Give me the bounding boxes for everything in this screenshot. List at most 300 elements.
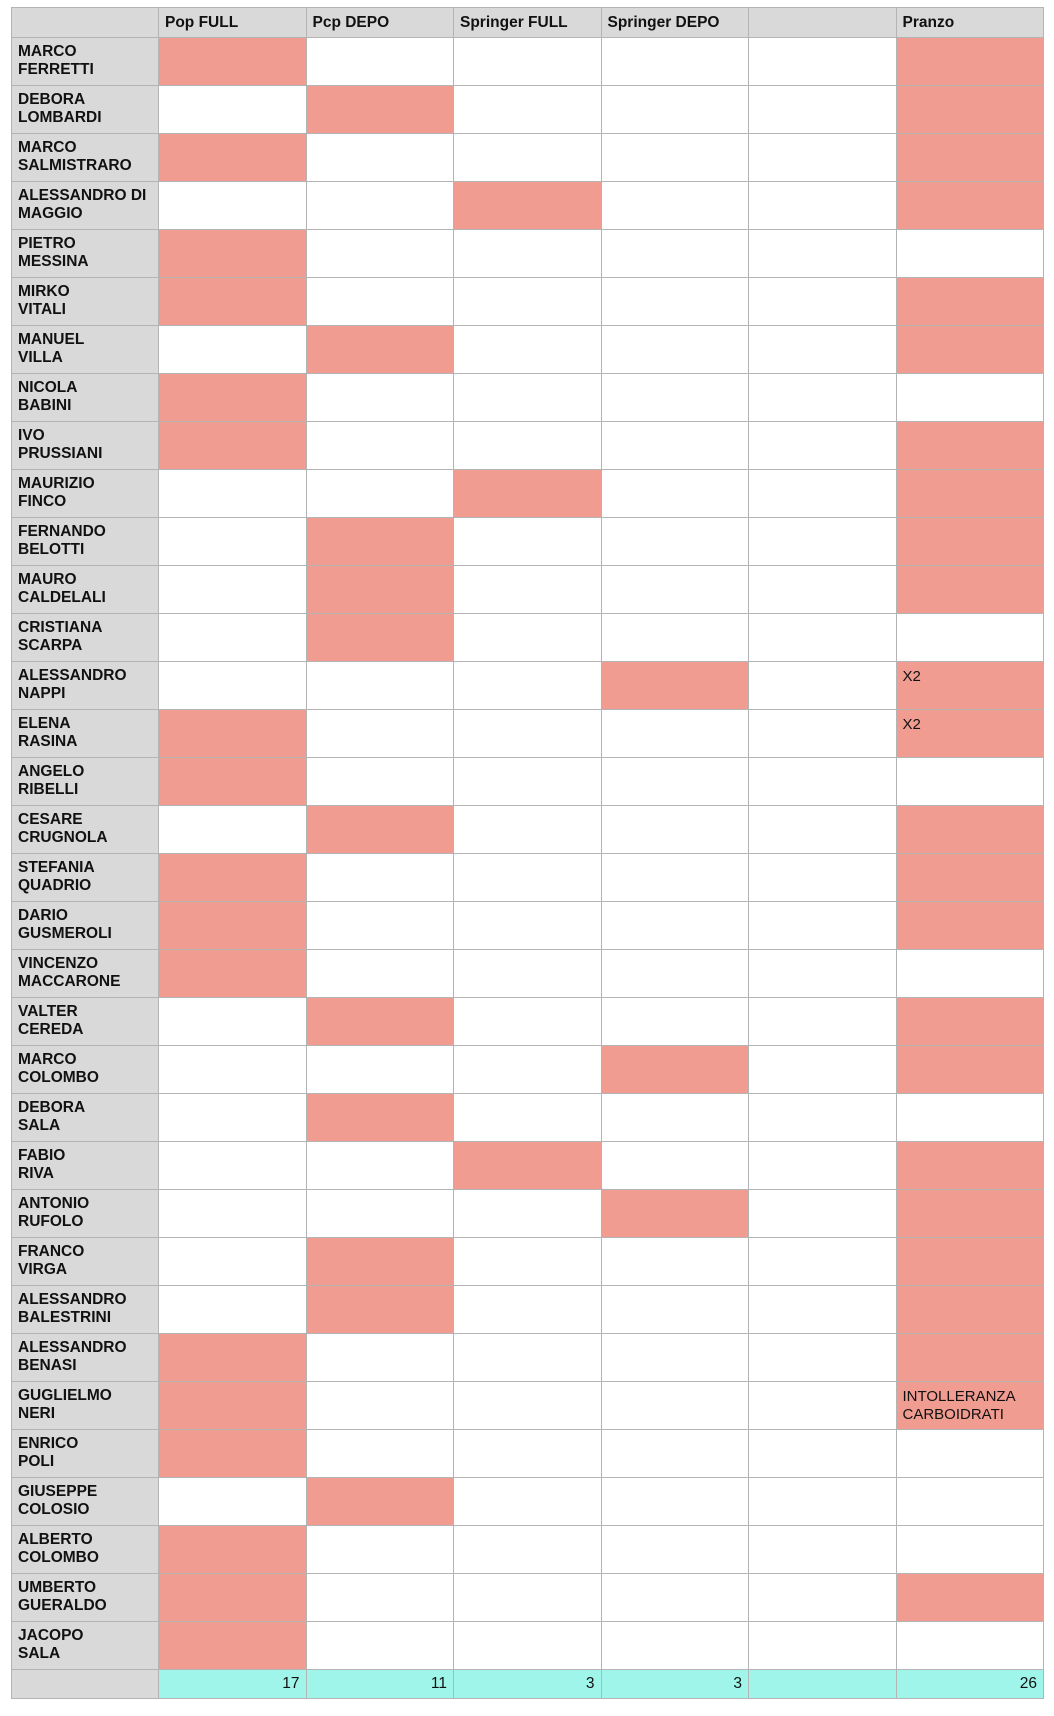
first-name: VALTER [18,1003,78,1020]
row-name-cell[interactable] [12,518,159,566]
cell-springer-depo[interactable] [601,614,749,662]
cell-springer-full[interactable] [454,854,602,902]
cell-blank[interactable] [749,614,897,662]
cell-pranzo[interactable] [896,230,1044,278]
cell-pop-full[interactable] [159,1382,307,1430]
row-name-cell[interactable] [12,1334,159,1382]
cell-springer-depo[interactable] [601,1478,749,1526]
row-name-cell[interactable] [12,1622,159,1670]
cell-springer-depo[interactable] [601,566,749,614]
cell-blank[interactable] [749,1238,897,1286]
last-name: BENASI [18,1357,77,1374]
cell-springer-full[interactable] [454,662,602,710]
cell-pop-full[interactable] [159,1622,307,1670]
cell-pop-full[interactable] [159,374,307,422]
spreadsheet-table [11,7,1044,1699]
cell-springer-full[interactable] [454,566,602,614]
cell-pop-full[interactable] [159,1526,307,1574]
cell-springer-depo[interactable] [601,1094,749,1142]
totals-row-group [12,1670,1044,1699]
cell-pranzo[interactable] [896,1286,1044,1334]
total-pranzo[interactable]: 26 [896,1670,1044,1699]
cell-springer-full[interactable] [454,1526,602,1574]
cell-springer-full[interactable] [454,278,602,326]
row-name-cell[interactable] [12,1478,159,1526]
header-cell-pop-full[interactable]: Pop FULL [159,8,307,38]
cell-springer-depo[interactable] [601,710,749,758]
cell-springer-depo[interactable] [601,374,749,422]
cell-pranzo[interactable] [896,278,1044,326]
cell-springer-depo[interactable] [601,470,749,518]
cell-pcp-depo[interactable] [306,470,454,518]
cell-pop-full[interactable] [159,230,307,278]
row-name-cell[interactable] [12,902,159,950]
last-name: MESSINA [18,253,89,270]
header-cell-blank[interactable] [749,8,897,38]
last-name: QUADRIO [18,877,92,894]
cell-pranzo[interactable] [896,470,1044,518]
cell-pcp-depo[interactable] [306,902,454,950]
cell-springer-full[interactable] [454,1430,602,1478]
cell-blank[interactable] [749,86,897,134]
last-name: SCARPA [18,637,83,654]
table-row [12,854,1044,902]
cell-pranzo[interactable] [896,1190,1044,1238]
row-name-cell[interactable] [12,326,159,374]
cell-pranzo[interactable] [896,1334,1044,1382]
first-name: MIRKO [18,283,70,300]
cell-pranzo[interactable] [896,1622,1044,1670]
row-name-cell[interactable] [12,998,159,1046]
cell-pop-full[interactable] [159,1190,307,1238]
first-name: PIETRO [18,235,76,252]
cell-pcp-depo[interactable] [306,662,454,710]
first-name: MARCO [18,139,77,156]
row-name-cell[interactable] [12,1430,159,1478]
cell-pcp-depo[interactable] [306,1190,454,1238]
cell-pop-full[interactable] [159,1430,307,1478]
cell-springer-depo[interactable] [601,950,749,998]
row-name-cell[interactable] [12,1286,159,1334]
row-name-cell[interactable] [12,566,159,614]
row-name-cell[interactable] [12,38,159,86]
row-name-cell[interactable] [12,134,159,182]
row-name-cell[interactable] [12,86,159,134]
cell-pranzo[interactable] [896,758,1044,806]
cell-springer-full[interactable] [454,518,602,566]
row-name-cell[interactable] [12,950,159,998]
header-cell-pcp-depo[interactable]: Pcp DEPO [306,8,454,38]
cell-pranzo[interactable] [896,182,1044,230]
row-name-cell[interactable] [12,1238,159,1286]
cell-pcp-depo[interactable] [306,806,454,854]
cell-pcp-depo[interactable] [306,1574,454,1622]
cell-pranzo[interactable] [896,902,1044,950]
cell-pcp-depo[interactable] [306,1238,454,1286]
row-name-cell[interactable] [12,278,159,326]
cell-pcp-depo[interactable] [306,758,454,806]
cell-springer-full[interactable] [454,326,602,374]
cell-pop-full[interactable] [159,182,307,230]
cell-blank[interactable] [749,278,897,326]
cell-pranzo[interactable] [896,1094,1044,1142]
cell-springer-depo[interactable] [601,134,749,182]
cell-springer-full[interactable] [454,470,602,518]
first-name: ANTONIO [18,1195,90,1212]
cell-springer-full[interactable] [454,134,602,182]
cell-pop-full[interactable] [159,806,307,854]
cell-blank[interactable] [749,998,897,1046]
row-name-cell[interactable] [12,662,159,710]
cell-pcp-depo[interactable] [306,230,454,278]
cell-springer-depo[interactable] [601,662,749,710]
row-name-cell[interactable] [12,1574,159,1622]
cell-blank[interactable] [749,518,897,566]
cell-springer-full[interactable] [454,230,602,278]
cell-blank[interactable] [749,1142,897,1190]
cell-pranzo[interactable] [896,806,1044,854]
cell-blank[interactable] [749,1190,897,1238]
table-row [12,1142,1044,1190]
last-name: FINCO [18,493,67,510]
cell-pranzo[interactable] [896,374,1044,422]
header-row-group [12,8,1044,38]
cell-blank[interactable] [749,230,897,278]
cell-blank[interactable] [749,1574,897,1622]
cell-springer-full[interactable] [454,374,602,422]
row-name-cell[interactable] [12,1094,159,1142]
row-name-cell[interactable] [12,374,159,422]
cell-springer-full[interactable] [454,1142,602,1190]
last-name: MAGGIO [18,205,83,222]
cell-springer-full[interactable] [454,1286,602,1334]
cell-springer-depo[interactable] [601,902,749,950]
cell-pcp-depo[interactable] [306,1334,454,1382]
cell-pcp-depo[interactable] [306,614,454,662]
table-row [12,662,1044,710]
cell-springer-full[interactable] [454,86,602,134]
cell-blank[interactable] [749,758,897,806]
cell-pranzo[interactable] [896,1478,1044,1526]
row-name-cell[interactable] [12,854,159,902]
cell-pop-full[interactable] [159,470,307,518]
cell-blank[interactable] [749,182,897,230]
cell-blank[interactable] [749,38,897,86]
table-row [12,1622,1044,1670]
cell-springer-full[interactable] [454,1382,602,1430]
header-cell-springer-depo[interactable]: Springer DEPO [601,8,749,38]
last-name: BELOTTI [18,541,85,558]
cell-pcp-depo[interactable] [306,1046,454,1094]
first-name: ALESSANDRO [18,1339,127,1356]
cell-pranzo[interactable] [896,614,1044,662]
cell-pcp-depo[interactable] [306,566,454,614]
cell-springer-depo[interactable] [601,326,749,374]
cell-pranzo[interactable] [896,86,1044,134]
cell-pop-full[interactable] [159,86,307,134]
cell-blank[interactable] [749,662,897,710]
first-name: GIUSEPPE [18,1483,98,1500]
cell-pop-full[interactable] [159,758,307,806]
cell-pcp-depo[interactable] [306,1142,454,1190]
cell-springer-depo[interactable] [601,182,749,230]
cell-springer-full[interactable] [454,182,602,230]
last-name: MACCARONE [18,973,121,990]
cell-pop-full[interactable] [159,566,307,614]
cell-pcp-depo[interactable] [306,1382,454,1430]
cell-springer-depo[interactable] [601,1430,749,1478]
cell-springer-depo[interactable] [601,758,749,806]
last-name: PRUSSIANI [18,445,103,462]
cell-pop-full[interactable] [159,422,307,470]
cell-pop-full[interactable] [159,38,307,86]
cell-pop-full[interactable] [159,1238,307,1286]
cell-springer-full[interactable] [454,1574,602,1622]
cell-springer-depo[interactable] [601,86,749,134]
cell-pcp-depo[interactable] [306,278,454,326]
totals-row [12,1670,1044,1699]
cell-pop-full[interactable] [159,1478,307,1526]
cell-blank[interactable] [749,1046,897,1094]
row-name-cell[interactable] [12,1526,159,1574]
cell-springer-depo[interactable] [601,1622,749,1670]
cell-blank[interactable] [749,902,897,950]
cell-pcp-depo[interactable] [306,1526,454,1574]
last-name: BABINI [18,397,72,414]
cell-springer-full[interactable] [454,758,602,806]
cell-springer-depo[interactable] [601,1574,749,1622]
last-name: GUERALDO [18,1597,107,1614]
cell-pranzo[interactable] [896,422,1044,470]
cell-springer-depo[interactable] [601,806,749,854]
cell-blank[interactable] [749,1526,897,1574]
cell-springer-depo[interactable] [601,854,749,902]
cell-springer-depo[interactable] [601,278,749,326]
cell-pop-full[interactable] [159,998,307,1046]
cell-springer-depo[interactable] [601,230,749,278]
cell-pop-full[interactable] [159,134,307,182]
cell-springer-depo[interactable] [601,422,749,470]
first-name: FERNANDO [18,523,106,540]
row-name-cell[interactable] [12,470,159,518]
cell-pcp-depo[interactable] [306,854,454,902]
cell-blank[interactable] [749,1478,897,1526]
cell-pcp-depo[interactable] [306,86,454,134]
cell-pcp-depo[interactable] [306,1286,454,1334]
cell-blank[interactable] [749,1382,897,1430]
cell-pcp-depo[interactable] [306,998,454,1046]
row-name-cell[interactable] [12,806,159,854]
cell-springer-depo[interactable] [601,1046,749,1094]
row-name-cell[interactable] [12,1142,159,1190]
cell-pop-full[interactable] [159,1286,307,1334]
row-name-cell[interactable] [12,1382,159,1430]
last-name: COLOMBO [18,1069,99,1086]
cell-pop-full[interactable] [159,902,307,950]
first-name: DEBORA [18,1099,86,1116]
total-blank[interactable] [749,1670,897,1699]
cell-pcp-depo[interactable] [306,1622,454,1670]
table-row [12,566,1044,614]
cell-blank[interactable] [749,134,897,182]
cell-pop-full[interactable] [159,854,307,902]
cell-pop-full[interactable] [159,662,307,710]
cell-pcp-depo[interactable] [306,1478,454,1526]
cell-pcp-depo[interactable] [306,1094,454,1142]
table-row [12,614,1044,662]
cell-blank[interactable] [749,1286,897,1334]
cell-springer-full[interactable] [454,1094,602,1142]
cell-springer-depo[interactable] [601,1238,749,1286]
cell-pranzo[interactable] [896,134,1044,182]
cell-pranzo[interactable] [896,326,1044,374]
cell-pranzo[interactable] [896,1142,1044,1190]
cell-springer-full[interactable] [454,614,602,662]
cell-blank[interactable] [749,1430,897,1478]
cell-blank[interactable] [749,422,897,470]
header-cell-corner[interactable] [12,8,159,38]
table-row [12,1574,1044,1622]
cell-pcp-depo[interactable] [306,422,454,470]
table-row [12,758,1044,806]
first-name: MARCO [18,43,77,60]
cell-pop-full[interactable] [159,614,307,662]
row-name-cell[interactable] [12,758,159,806]
cell-pop-full[interactable] [159,278,307,326]
last-name: SALA [18,1117,61,1134]
cell-pcp-depo[interactable] [306,374,454,422]
cell-springer-full[interactable] [454,1190,602,1238]
cell-pcp-depo[interactable] [306,134,454,182]
cell-pranzo[interactable]: X2 [896,710,1044,758]
cell-pranzo[interactable] [896,1526,1044,1574]
cell-blank[interactable] [749,1622,897,1670]
cell-pop-full[interactable] [159,710,307,758]
first-name: IVO [18,427,45,444]
last-name: POLI [18,1453,55,1470]
cell-springer-full[interactable] [454,1334,602,1382]
last-name: GUSMEROLI [18,925,112,942]
cell-springer-full[interactable] [454,998,602,1046]
cell-pop-full[interactable] [159,1142,307,1190]
cell-pop-full[interactable] [159,950,307,998]
total-pop-full[interactable]: 17 [159,1670,307,1699]
cell-pranzo[interactable]: X2 [896,662,1044,710]
row-name-cell[interactable] [12,614,159,662]
cell-pop-full[interactable] [159,1334,307,1382]
cell-pranzo[interactable] [896,518,1044,566]
cell-pcp-depo[interactable] [306,518,454,566]
table-row [12,998,1044,1046]
cell-pranzo[interactable]: INTOLLERANZA CARBOIDRATI [896,1382,1044,1430]
cell-springer-depo[interactable] [601,518,749,566]
row-name-cell[interactable] [12,1046,159,1094]
cell-blank[interactable] [749,1094,897,1142]
cell-springer-full[interactable] [454,422,602,470]
first-name: ALESSANDRO DI [18,187,147,204]
cell-springer-full[interactable] [454,1622,602,1670]
cell-pcp-depo[interactable] [306,1430,454,1478]
cell-pop-full[interactable] [159,518,307,566]
cell-blank[interactable] [749,470,897,518]
cell-pop-full[interactable] [159,1094,307,1142]
cell-springer-full[interactable] [454,902,602,950]
cell-pranzo[interactable] [896,1430,1044,1478]
cell-springer-full[interactable] [454,710,602,758]
first-name: MAURO [18,571,77,588]
cell-pcp-depo[interactable] [306,710,454,758]
cell-springer-depo[interactable] [601,38,749,86]
table-row [12,1334,1044,1382]
cell-pranzo[interactable] [896,1574,1044,1622]
first-name: MARCO [18,1051,77,1068]
cell-springer-depo[interactable] [601,1526,749,1574]
row-name-cell[interactable] [12,230,159,278]
cell-springer-full[interactable] [454,1478,602,1526]
last-name: VIRGA [18,1261,68,1278]
row-name-cell[interactable] [12,1190,159,1238]
cell-pop-full[interactable] [159,1046,307,1094]
table-row [12,326,1044,374]
total-springer-full[interactable]: 3 [454,1670,602,1699]
cell-blank[interactable] [749,374,897,422]
cell-pop-full[interactable] [159,1574,307,1622]
cell-blank[interactable] [749,566,897,614]
cell-pcp-depo[interactable] [306,182,454,230]
header-cell-springer-full[interactable]: Springer FULL [454,8,602,38]
row-name-cell[interactable] [12,422,159,470]
totals-label-cell[interactable] [12,1670,159,1699]
cell-springer-depo[interactable] [601,1382,749,1430]
cell-pranzo[interactable] [896,1046,1044,1094]
last-name: VILLA [18,349,63,366]
cell-springer-depo[interactable] [601,998,749,1046]
total-springer-depo[interactable]: 3 [601,1670,749,1699]
cell-blank[interactable] [749,710,897,758]
cell-pranzo[interactable] [896,566,1044,614]
cell-blank[interactable] [749,326,897,374]
cell-blank[interactable] [749,854,897,902]
cell-pranzo[interactable] [896,950,1044,998]
cell-pcp-depo[interactable] [306,326,454,374]
total-pcp-depo[interactable]: 11 [306,1670,454,1699]
cell-springer-full[interactable] [454,38,602,86]
cell-pcp-depo[interactable] [306,38,454,86]
cell-springer-full[interactable] [454,1046,602,1094]
last-name: COLOMBO [18,1549,99,1566]
cell-pop-full[interactable] [159,326,307,374]
cell-pranzo[interactable] [896,38,1044,86]
cell-pranzo[interactable] [896,1238,1044,1286]
cell-springer-full[interactable] [454,950,602,998]
header-cell-pranzo[interactable]: Pranzo [896,8,1044,38]
cell-pranzo[interactable] [896,854,1044,902]
cell-blank[interactable] [749,950,897,998]
row-name-cell[interactable] [12,182,159,230]
first-name: ALBERTO [18,1531,93,1548]
cell-pcp-depo[interactable] [306,950,454,998]
cell-springer-depo[interactable] [601,1190,749,1238]
cell-springer-full[interactable] [454,1238,602,1286]
cell-pranzo[interactable] [896,998,1044,1046]
row-name-cell[interactable] [12,710,159,758]
cell-blank[interactable] [749,1334,897,1382]
cell-springer-full[interactable] [454,806,602,854]
cell-springer-depo[interactable] [601,1142,749,1190]
cell-springer-depo[interactable] [601,1286,749,1334]
cell-blank[interactable] [749,806,897,854]
cell-springer-depo[interactable] [601,1334,749,1382]
